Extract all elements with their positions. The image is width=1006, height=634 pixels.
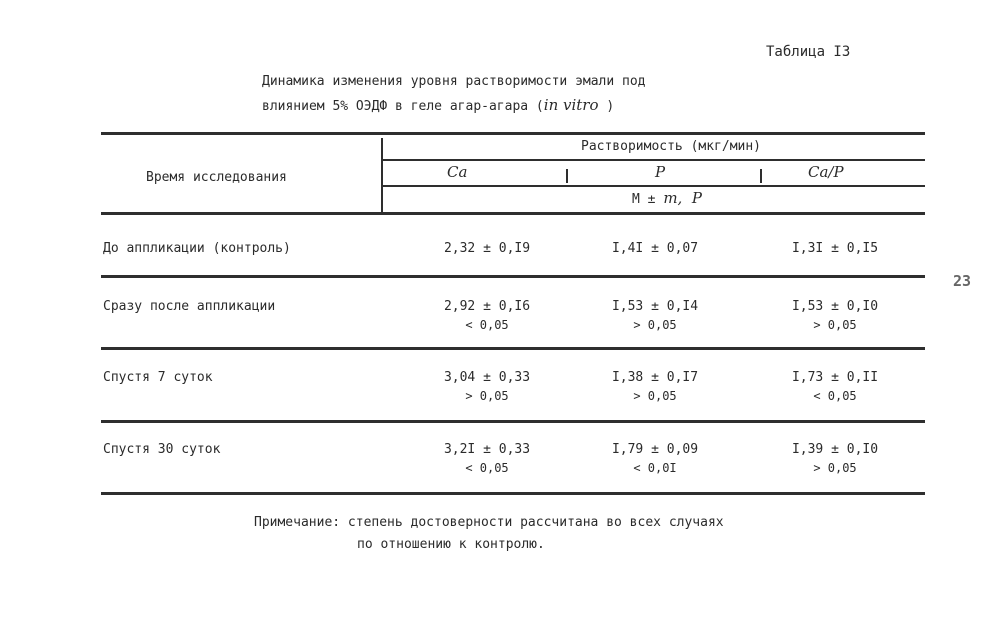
header-col-ca-p: Ca/P [808,163,844,181]
cell-value: I,53 ± 0,I4 [611,299,699,314]
cell-ca-p [760,370,910,403]
cell-value: 3,2I ± 0,33 [443,442,531,457]
table-caption-line-2 [262,96,614,114]
row-rule [101,420,925,423]
cell-p-value: < 0,0I [633,461,677,475]
cell-ca [412,370,562,403]
cell-ca-p [760,299,910,332]
cell-p [580,370,730,403]
note-line-1: Примечание: степень достоверности рассчитана во всех случаях [254,515,724,530]
header-bottom-rule [101,212,925,215]
table-caption-line-1: Динамика изменения уровня растворимости эмали под [262,74,646,89]
cell-value: I,39 ± 0,I0 [791,442,879,457]
cell-value: I,53 ± 0,I0 [791,299,879,314]
cell-value: 2,92 ± 0,I6 [443,299,531,314]
cell-value: 3,04 ± 0,33 [443,370,531,385]
cell-p [580,299,730,332]
cell-ca-p [760,442,910,475]
row-label: Спустя 7 суток [103,370,213,385]
caption-suffix: ) [598,99,615,114]
cell-ca [412,442,562,475]
row-rule [101,347,925,350]
cell-p-value: > 0,05 [813,318,857,332]
caption-in-vitro: in vitro [543,96,599,114]
header-col-divider-2 [760,169,762,183]
stat-label-italic: m, P [663,189,702,207]
stat-label-prefix: M ± [632,192,664,207]
row-label: Спустя 30 суток [103,442,221,457]
cell-p-value: < 0,05 [813,389,857,403]
header-sub-rule-1 [383,159,925,161]
cell-p-value: < 0,05 [465,318,509,332]
row-label: До аппликации (контроль) [103,241,291,256]
header-col-divider-1 [566,169,568,183]
table-bottom-rule [101,492,925,495]
header-col-ca: Ca [447,163,468,181]
cell-value: 2,32 ± 0,I9 [443,241,531,256]
header-stat-label [632,189,702,207]
cell-p-value: > 0,05 [633,318,677,332]
cell-ca [412,299,562,332]
header-col-p: P [655,163,666,181]
cell-p-value: > 0,05 [813,461,857,475]
cell-value: I,73 ± 0,II [791,370,879,385]
row-label: Сразу после аппликации [103,299,276,314]
cell-ca [412,241,562,256]
cell-p [580,442,730,475]
row-rule [101,275,925,278]
cell-p-value: > 0,05 [633,389,677,403]
cell-p-value: > 0,05 [465,389,509,403]
table-number: Таблица I3 [766,44,851,60]
cell-p-value: < 0,05 [465,461,509,475]
page-mark: 23 [953,272,972,290]
note-line-2: по отношению к контролю. [357,537,545,552]
cell-value: I,4I ± 0,07 [611,241,699,256]
header-group-label: Растворимость (мкг/мин) [581,139,762,154]
header-time-label: Время исследования [146,170,287,185]
cell-value: I,3I ± 0,I5 [791,241,879,256]
caption-prefix: влиянием 5% ОЭДФ в геле агар-агара ( [262,99,544,114]
header-vertical-divider [381,138,383,212]
cell-ca-p [760,241,910,256]
header-sub-rule-2 [383,185,925,187]
table-top-rule [101,132,925,135]
cell-value: I,79 ± 0,09 [611,442,699,457]
cell-value: I,38 ± 0,I7 [611,370,699,385]
cell-p [580,241,730,256]
